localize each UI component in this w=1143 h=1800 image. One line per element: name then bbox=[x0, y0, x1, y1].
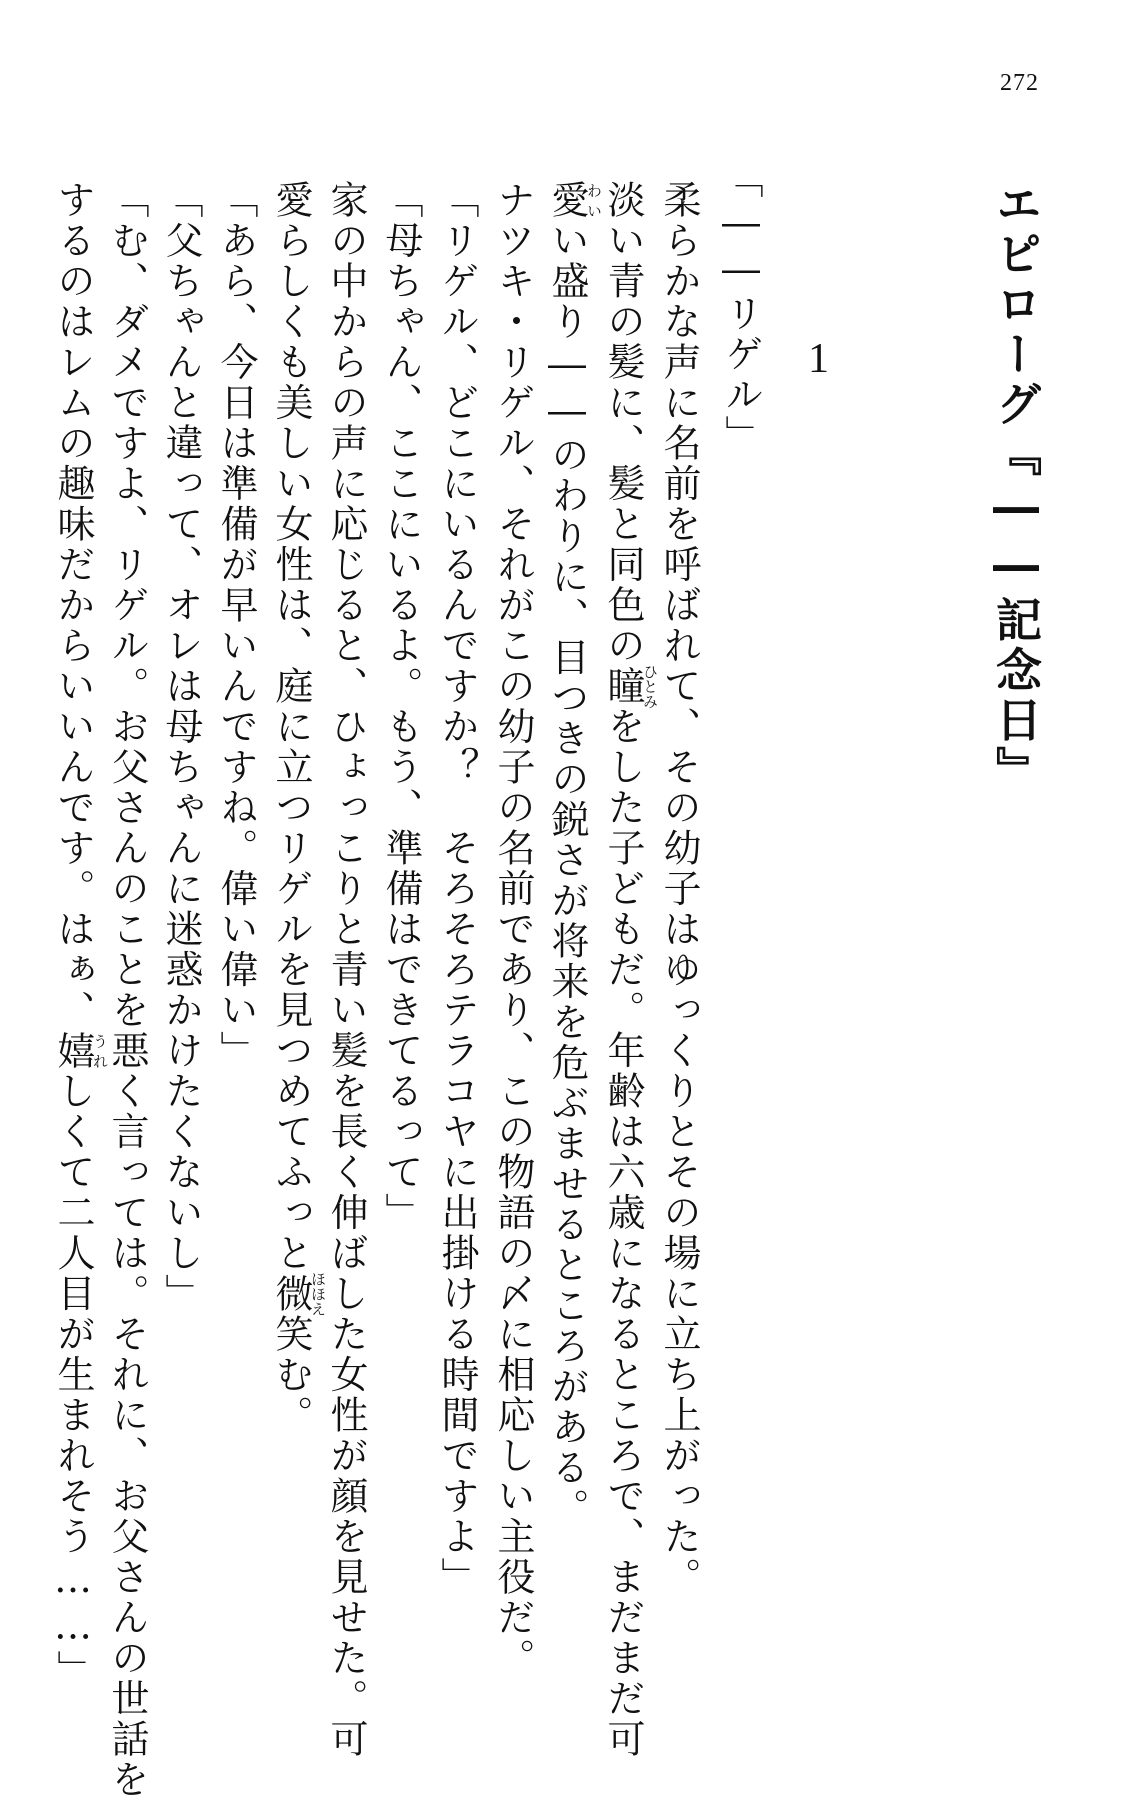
page-number: 272 bbox=[1000, 70, 1039, 96]
text-line: ナツキ・リゲル、それがこの幼子の名前であり、この物語の〆に相応しい主役だ。 bbox=[491, 180, 535, 1679]
text-line: 「母ちゃん、ここにいるよ。もう、準備はできてるって」 bbox=[379, 180, 423, 1233]
text-line: 「父ちゃんと違って、オレは母ちゃんに迷惑かけたくないし」 bbox=[159, 180, 203, 1314]
text-line: するのはレムの趣味だからいいんです。はぁ、嬉うれしくて二人目が生まれそう……」 bbox=[51, 180, 109, 1691]
text-line: 淡い青の髪に、髪と同色の瞳ひとみをした子どもだ。年齢は六歳になるところで、まだまだ可 bbox=[601, 180, 659, 1760]
text-line: 愛らしくも美しい女性は、庭に立つリゲルを見つめてふっと微ほほえ笑む。 bbox=[269, 180, 327, 1436]
text-line: 家の中からの声に応じると、ひょっこりと青い髪を長く伸ばした女性が顔を見せた。可 bbox=[324, 180, 368, 1760]
text-line: 愛わいい盛り――のわりに、目つきの鋭さが将来を危ぶませるところがある。 bbox=[545, 180, 603, 1529]
chapter-title: エピローグ『――記念日』 bbox=[989, 180, 1043, 796]
text-line: 「――リゲル」 bbox=[719, 160, 763, 456]
text-line: 「リゲル、どこにいるんですか？ そろそろテラコヤに出掛ける時間ですよ」 bbox=[435, 180, 479, 1598]
text-line: 「あら、今日は準備が早いんですね。偉い偉い」 bbox=[214, 180, 258, 1071]
text-line: 「む、ダメですよ、リゲル。お父さんのことを悪く言っては。それに、お父さんの世話を bbox=[105, 180, 149, 1800]
section-number: 1 bbox=[808, 336, 829, 382]
text-line: 柔らかな声に名前を呼ばれて、その幼子はゆっくりとその場に立ち上がった。 bbox=[657, 180, 701, 1598]
